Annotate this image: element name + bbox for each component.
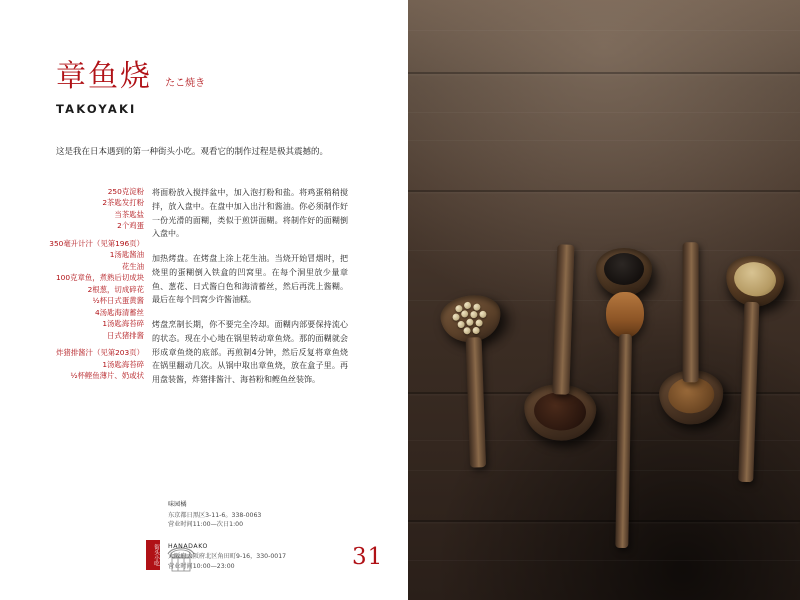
ingredient-item: 花生油 — [121, 261, 144, 271]
ingredient-item: 250克淀粉 — [107, 187, 144, 196]
ingredient-item: 350毫升计汁（见第196页） — [49, 238, 144, 248]
ingredient-item: 当茶匙盐 — [114, 209, 144, 219]
shop-entry — [168, 542, 378, 572]
shop-entry — [168, 500, 378, 530]
shop-name: 味园橘 — [168, 501, 187, 508]
method-steps — [152, 186, 348, 398]
shop-hours: 营业时间11:00—次日1:00 — [168, 521, 244, 529]
ingredient-item: 4汤匙海清蓄丝 — [94, 307, 144, 317]
ingredient-item: 2根葱，切成碎花 — [87, 284, 144, 294]
ingredient-item: 炸猪排酱汁（见第203页） — [55, 348, 144, 358]
ingredient-item: 1汤匙酱油 — [109, 250, 144, 260]
photo-page — [408, 0, 800, 600]
section-tab: 街头小吃 — [146, 540, 160, 570]
ingredient-item: 2茶匙发打粉 — [102, 198, 144, 208]
ingredient-item: 日式猪排酱 — [107, 330, 144, 340]
ingredient-item: ½杯日式蛋黄酱 — [92, 296, 144, 306]
ingredient-item: 2个鸡蛋 — [117, 221, 144, 231]
ingredient-item: ½杯鲣鱼薄片、奶或状 — [70, 371, 144, 381]
ingredient-item: 100克章鱼，煮熟后切成块 — [55, 273, 144, 283]
recipe-intro: 这是我在日本遇到的第一种街头小吃。观看它的制作过程是极其震撼的。 — [56, 147, 329, 157]
page-number: 31 — [352, 544, 384, 570]
ingredient-item: 1汤匙海苔碎 — [102, 359, 144, 369]
ingredient-list — [36, 186, 144, 382]
shop-info-block — [168, 500, 378, 584]
recipe-title-chinese: 章鱼烧 — [56, 59, 152, 94]
method-step: 加热烤盘。在烤盘上涂上花生油。当烧开始冒烟时，把烧里的蛋糊倒入铁盒的凹窝里。在每个洞里放少量章鱼、葱花、日式酱白色和海清蓄丝，然后再洗上酱糊。最后在每个凹窝少许酱油糕。 — [152, 254, 348, 305]
recipe-title-japanese: たこ焼き — [165, 78, 206, 89]
method-step: 将面粉放入搅拌盆中，加入泡打粉和盐。将鸡蛋稍稍搅拌，放入盘中。在盘中加入出汁和酱油。你必须制作好一份光滑的面糊，类似于煎饼面糊。将制作好的面糊倒入盘中。 — [152, 188, 348, 239]
shop-address: 大阪府大阪府北区角田町9-16，330-0017 — [168, 553, 287, 561]
shop-name: HANADAKO — [168, 542, 209, 550]
method-step: 烤盘烹制长期，你不要完全冷却。面糊内部要保持流心的状态。现在小心地在锅里转动章鱼烧。那的面糊就会形成章鱼烧的底部。再煎制4分钟，然后反复将章鱼烧在锅里翻动几次。从锅中取出章鱼烧，放在盒子里。再用盘装酱，炸猪排酱汁、海苔粉和鲣鱼丝装饰。 — [152, 320, 348, 384]
recipe-title-romaji: TAKOYAKI — [56, 102, 137, 116]
recipe-title-block — [56, 59, 206, 116]
ingredient-item: 1汤匙海苔碎 — [102, 319, 144, 329]
shop-address: 东京都日黑区3-11-6。338-0063 — [168, 511, 262, 519]
shop-hours: 营业时间10:00—23:00 — [168, 563, 235, 571]
